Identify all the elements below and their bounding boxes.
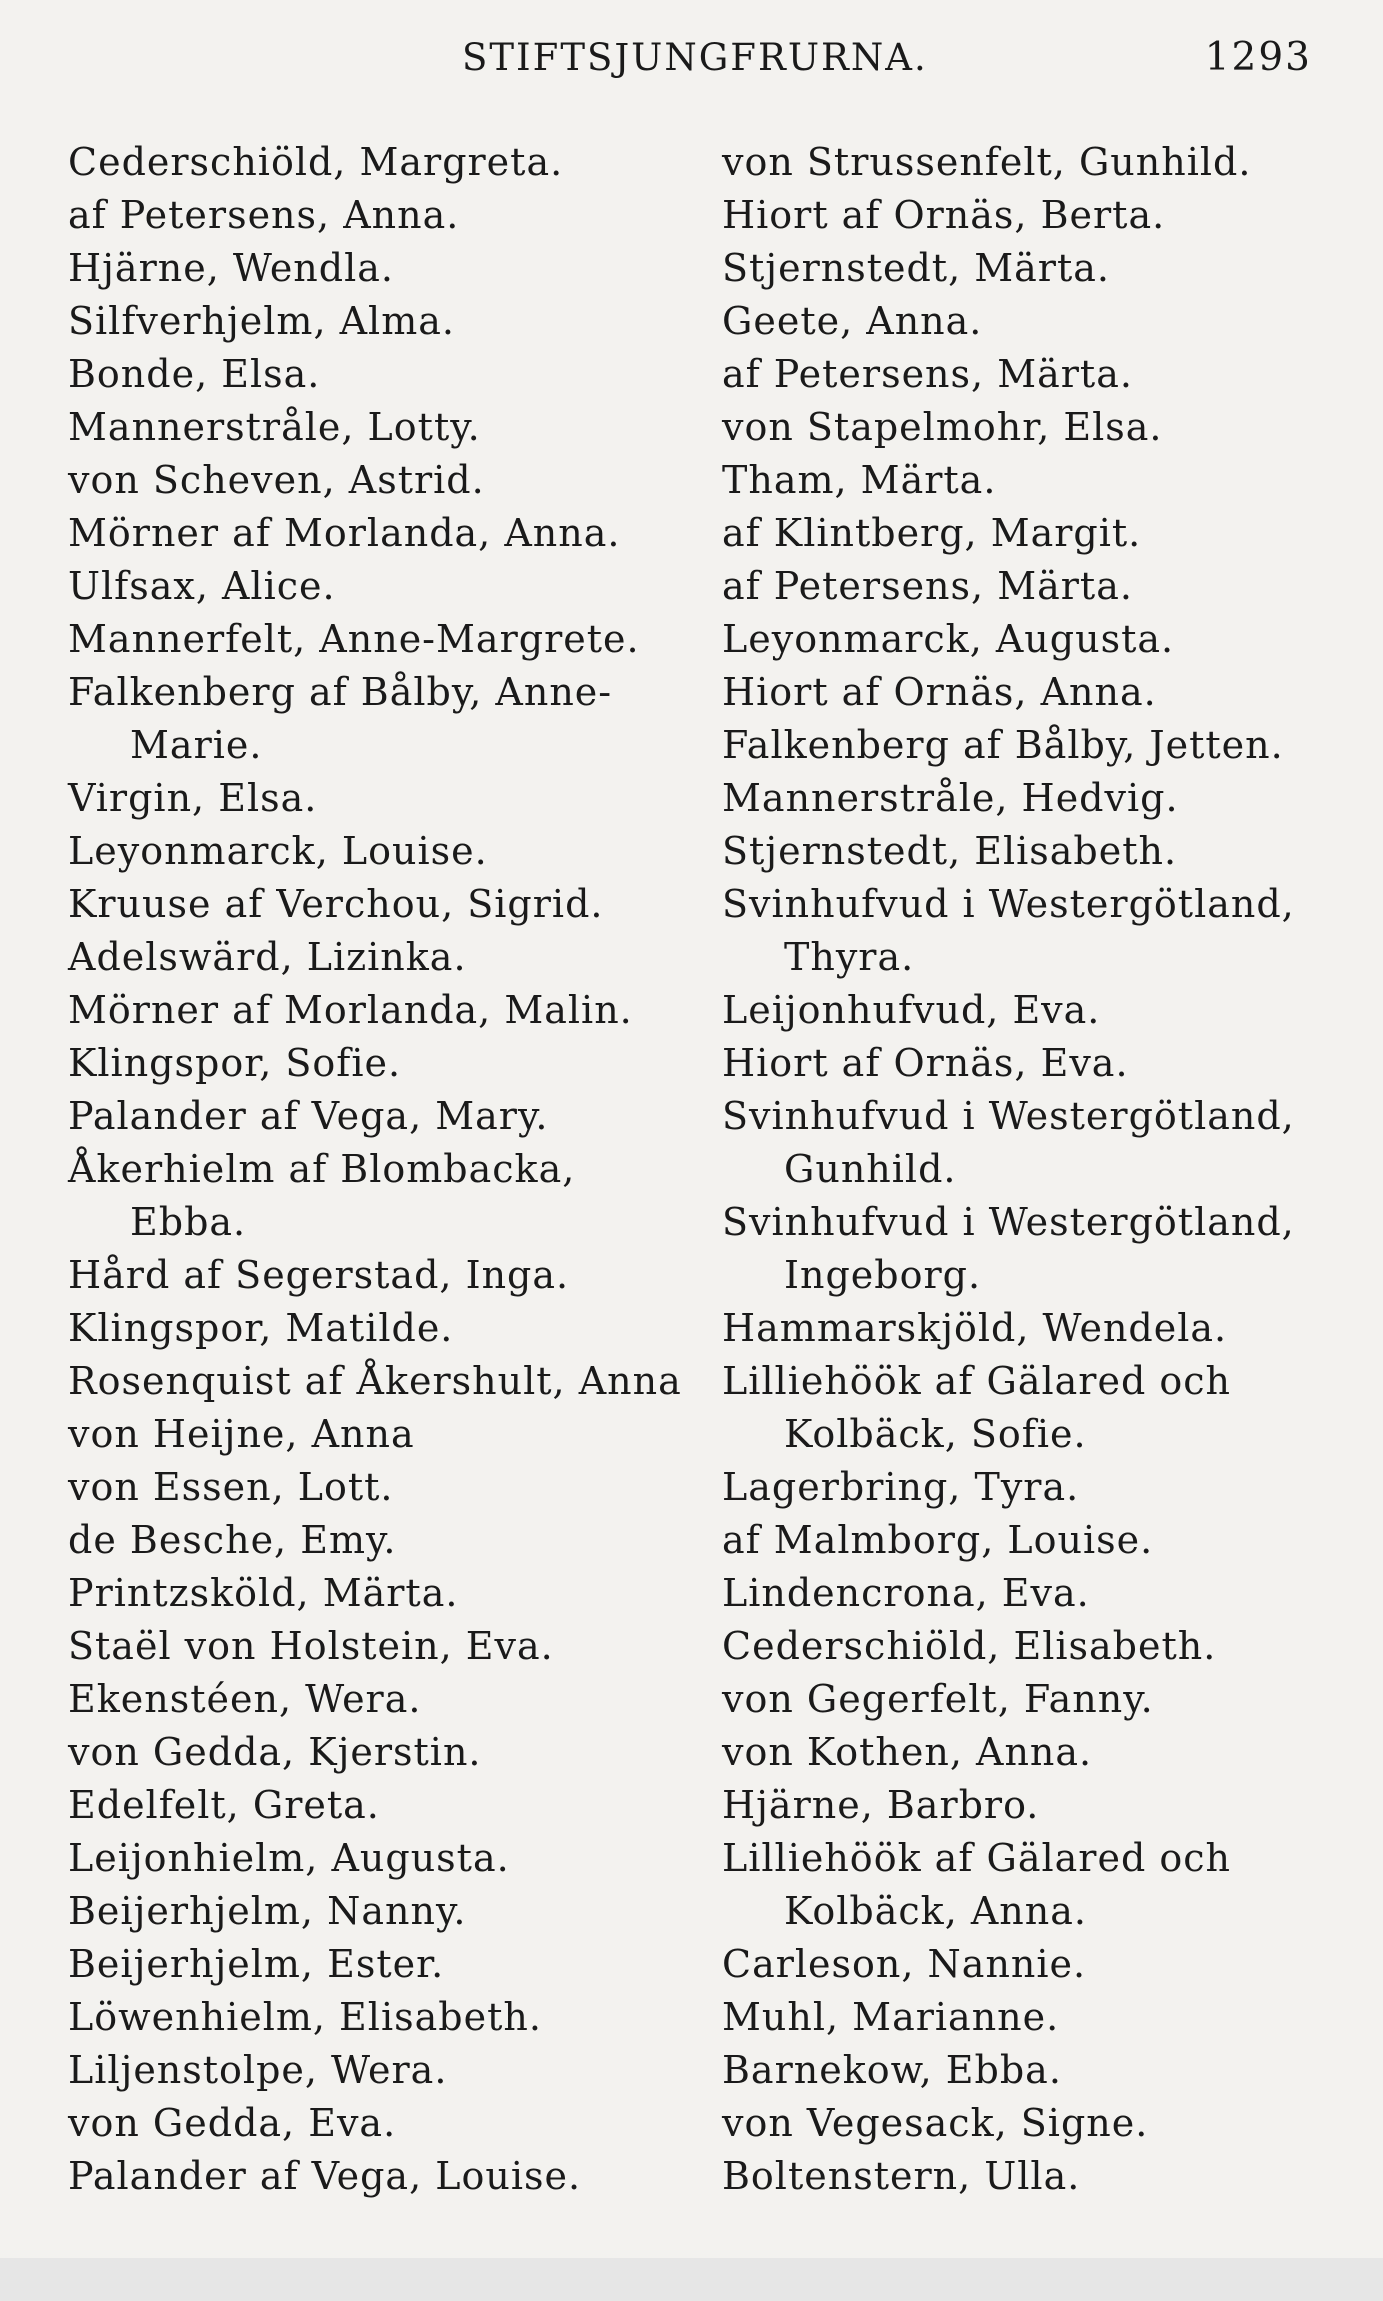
name-entry: Palander af Vega, Louise. — [68, 2154, 582, 2198]
name-entry: von Vegesack, Signe. — [722, 2101, 1149, 2145]
name-entry: Kruuse af Verchou, Sigrid. — [68, 882, 604, 926]
name-entry: Bonde, Elsa. — [68, 352, 321, 396]
name-entry: Tham, Märta. — [722, 458, 997, 502]
name-entry: von Strussenfelt, Gunhild. — [722, 140, 1252, 184]
name-entry: Thyra. — [784, 935, 915, 979]
name-entry: Beijerhjelm, Nanny. — [68, 1889, 467, 1933]
name-entry: Hammarskjöld, Wendela. — [722, 1306, 1228, 1350]
name-entry: Lagerbring, Tyra. — [722, 1465, 1080, 1509]
scan-margin — [0, 2258, 1383, 2301]
name-entry: von Stapelmohr, Elsa. — [722, 405, 1163, 449]
name-entry: von Scheven, Astrid. — [68, 458, 485, 502]
name-entry: af Petersens, Märta. — [722, 564, 1133, 608]
name-entry: Liljenstolpe, Wera. — [68, 2048, 448, 2092]
name-entry: von Essen, Lott. — [68, 1465, 394, 1509]
name-entry: Beijerhjelm, Ester. — [68, 1942, 445, 1986]
running-title: STIFTSJUNGFRURNA. — [462, 36, 928, 79]
name-entry: Klingspor, Matilde. — [68, 1306, 454, 1350]
name-entry: Leyonmarck, Louise. — [68, 829, 488, 873]
name-entry: Hiort af Ornäs, Eva. — [722, 1041, 1129, 1085]
name-entry: Åkerhielm af Blombacka, — [68, 1147, 576, 1191]
name-entry: Silfverhjelm, Alma. — [68, 299, 455, 343]
name-entry: Mörner af Morlanda, Anna. — [68, 511, 621, 555]
name-entry: af Petersens, Anna. — [68, 193, 460, 237]
name-entry: Hiort af Ornäs, Anna. — [722, 670, 1157, 714]
name-entry: Rosenquist af Åkershult, Anna — [68, 1359, 682, 1403]
right-column — [722, 136, 1362, 2203]
name-entry: Svinhufvud i Westergötland, — [722, 882, 1295, 926]
name-entry: Kolbäck, Sofie. — [784, 1412, 1087, 1456]
name-entry: Adelswärd, Lizinka. — [68, 935, 467, 979]
name-entry: Ebba. — [130, 1200, 247, 1244]
page-header — [0, 30, 1383, 86]
name-entry: Printzsköld, Märta. — [68, 1571, 459, 1615]
name-entry: von Heijne, Anna — [68, 1412, 415, 1456]
name-entry: Klingspor, Sofie. — [68, 1041, 402, 1085]
name-entry: Lilliehöök af Gälared och — [722, 1836, 1231, 1880]
name-entry: Stjernstedt, Märta. — [722, 246, 1110, 290]
name-entry: Virgin, Elsa. — [68, 776, 318, 820]
name-entry: Lilliehöök af Gälared och — [722, 1359, 1231, 1403]
name-entry: Cederschiöld, Margreta. — [68, 140, 564, 184]
name-entry: Ingeborg. — [784, 1253, 982, 1297]
name-entry: Leijonhufvud, Eva. — [722, 988, 1101, 1032]
name-entry: Palander af Vega, Mary. — [68, 1094, 549, 1138]
name-entry: Marie. — [130, 723, 263, 767]
name-entry: Ekenstéen, Wera. — [68, 1677, 422, 1721]
name-entry: von Gedda, Kjerstin. — [68, 1730, 482, 1774]
name-entry: Svinhufvud i Westergötland, — [722, 1200, 1295, 1244]
name-entry: af Klintberg, Margit. — [722, 511, 1142, 555]
name-entry: von Kothen, Anna. — [722, 1730, 1093, 1774]
name-entry: Lindencrona, Eva. — [722, 1571, 1090, 1615]
name-entry: Hjärne, Wendla. — [68, 246, 394, 290]
name-entry: Cederschiöld, Elisabeth. — [722, 1624, 1217, 1668]
name-entry: Staël von Holstein, Eva. — [68, 1624, 554, 1668]
name-entry: Gunhild. — [784, 1147, 957, 1191]
name-entry: Boltenstern, Ulla. — [722, 2154, 1081, 2198]
name-entry: Ulfsax, Alice. — [68, 564, 336, 608]
name-entry: Löwenhielm, Elisabeth. — [68, 1995, 542, 2039]
name-entry: Mannerstråle, Lotty. — [68, 405, 481, 449]
name-entry: Carleson, Nannie. — [722, 1942, 1087, 1986]
name-entry: de Besche, Emy. — [68, 1518, 397, 1562]
name-entry: af Petersens, Märta. — [722, 352, 1133, 396]
name-entry: Falkenberg af Bålby, Jetten. — [722, 723, 1284, 767]
name-entry: Mannerfelt, Anne-Margrete. — [68, 617, 640, 661]
name-entry: Mörner af Morlanda, Malin. — [68, 988, 633, 1032]
name-entry: Hård af Segerstad, Inga. — [68, 1253, 570, 1297]
name-entry: Hjärne, Barbro. — [722, 1783, 1040, 1827]
left-column — [68, 136, 688, 2203]
name-entry: Svinhufvud i Westergötland, — [722, 1094, 1295, 1138]
name-entry: Barnekow, Ebba. — [722, 2048, 1062, 2092]
name-entry: Stjernstedt, Elisabeth. — [722, 829, 1178, 873]
name-entry: Kolbäck, Anna. — [784, 1889, 1087, 1933]
name-entry: Leyonmarck, Augusta. — [722, 617, 1175, 661]
name-entry: von Gedda, Eva. — [68, 2101, 397, 2145]
name-entry: Leijonhielm, Augusta. — [68, 1836, 510, 1880]
name-entry: Edelfelt, Greta. — [68, 1783, 380, 1827]
name-entry: Muhl, Marianne. — [722, 1995, 1060, 2039]
name-entry: Geete, Anna. — [722, 299, 983, 343]
name-entry: Mannerstråle, Hedvig. — [722, 776, 1179, 820]
name-entry: Hiort af Ornäs, Berta. — [722, 193, 1166, 237]
name-entry: von Gegerfelt, Fanny. — [722, 1677, 1154, 1721]
page-number: 1293 — [1204, 35, 1312, 80]
name-entry: Falkenberg af Bålby, Anne- — [68, 670, 613, 714]
name-entry: af Malmborg, Louise. — [722, 1518, 1154, 1562]
